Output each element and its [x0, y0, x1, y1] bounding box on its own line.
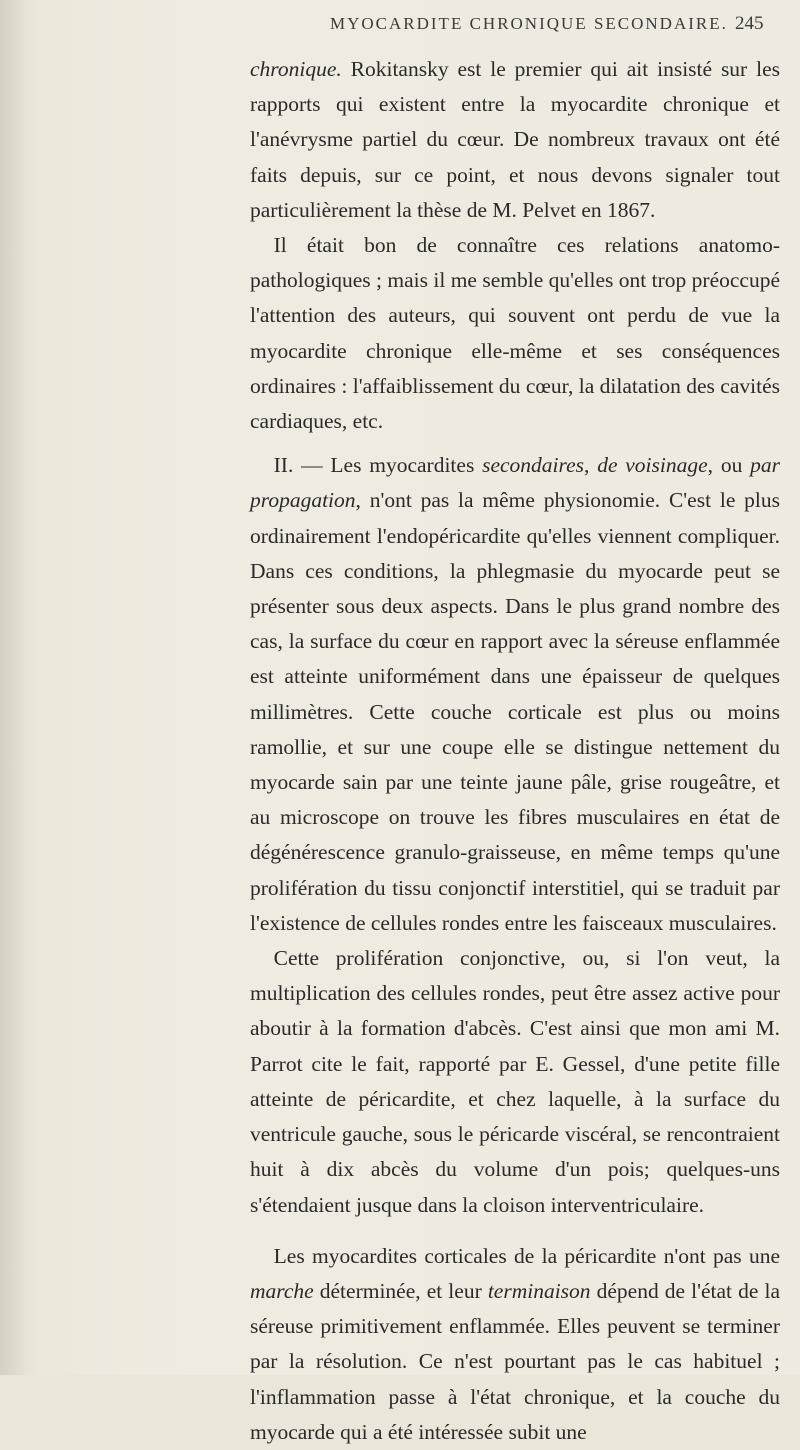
paragraph-3: II. — Les myocardites secondaires, de voisinage, ou par propagation, n'ont pas la même physionomie. C'est le plus ordinairement l'endopéricardite qu'elles viennent compliquer. Dans ces conditions, la phlegmasie du myocarde peut se présenter sous deux aspects. Dans le plus grand nombre des cas, la surface du cœur en rapport avec la séreuse enflammée est atteinte uniformément dans une épaisseur de quelques millimètres. Cette couche corticale est plus ou moins ramollie, et sur une coupe elle se distingue nettement du myocarde sain par une teinte jaune pâle, grise rougeâtre, et au microscope on trouve les fibres musculaires en état de dégénérescence granulo-graisseuse, en même temps qu'une prolifération du tissu conjonctif interstitiel, qui se traduit par l'existence de cellules rondes entre les faisceaux musculaires. [250, 453, 780, 935]
page-header [0, 6, 800, 42]
page-number: 245 [735, 13, 764, 34]
running-title: MYOCARDITE CHRONIQUE SECONDAIRE. [330, 14, 728, 33]
page-gutter-shadow [0, 0, 30, 1375]
paragraph-1 [250, 52, 780, 228]
paragraph-1-text: Rokitansky est le premier qui ait insisté sur les rapports qui existent entre la myocardite chronique et l'anévrysme partiel du cœur. De nombreux travaux ont été faits depuis, sur ce point, et nous devons signaler tout particulièrement la thèse de M. Pelvet en 1867. [250, 57, 780, 222]
body-text [250, 52, 780, 1450]
paragraph-4: Cette prolifération conjonctive, ou, si l'on veut, la multiplication des cellules rondes, peut être assez active pour aboutir à la formation d'abcès. C'est ainsi que mon ami M. Parrot cite le fait, rapporté par E. Gessel, d'une petite fille atteinte de péricardite, et chez laquelle, à la surface du ventricule gauche, sous le péricarde viscéral, se rencontraient huit à dix abcès du volume d'un pois; quelques-uns s'étendaient jusque dans la cloison interventriculaire. [250, 946, 780, 1217]
paragraph-2: Il était bon de connaître ces relations anatomo-pathologiques ; mais il me semble qu'elles ont trop préoccupé l'attention des auteurs, qui souvent ont perdu de vue la myocardite chronique elle-même et ses conséquences ordinaires : l'affaiblissement du cœur, la dilatation des cavités cardiaques, etc. [250, 233, 780, 434]
paragraph-5: Les myocardites corticales de la péricardite n'ont pas une marche déterminée, et leur terminaison dépend de l'état de la séreuse primitivement enflammée. Elles peuvent se terminer par la résolution. Ce n'est pourtant pas le cas habituel ; l'inflammation passe à l'état chronique, et la couche du myocarde qui a été intéressée subit une [250, 1243, 780, 1444]
paragraph-1-italic: chronique. [250, 57, 342, 81]
